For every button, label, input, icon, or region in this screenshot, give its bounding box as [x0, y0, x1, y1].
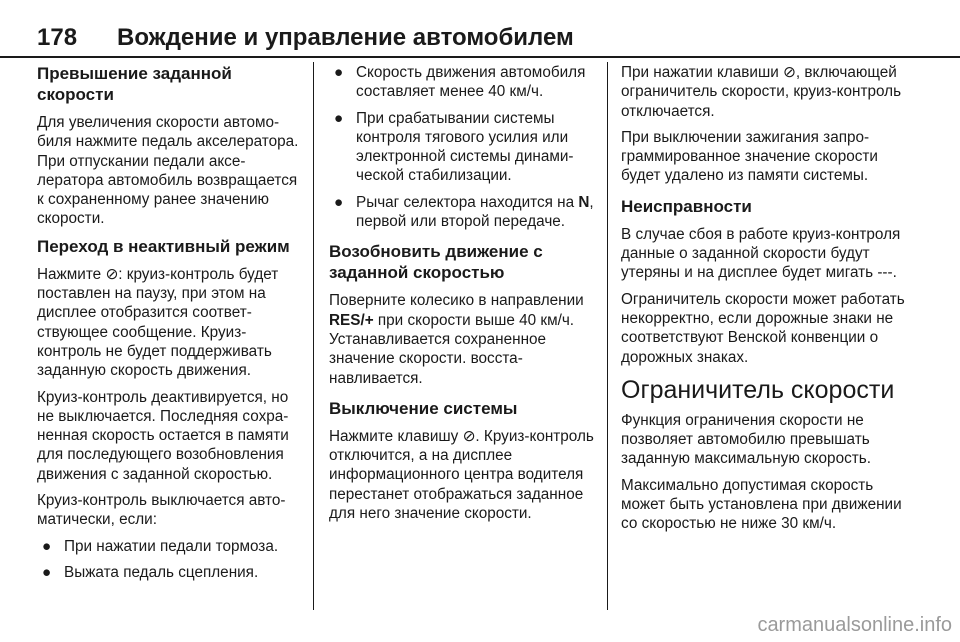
heading-resume: Возобновить движение с заданной скоростью — [329, 242, 543, 283]
paragraph-limiter-max: Максимально допустимая скорость может быть установлена при движении со скоростью не ниже 30 км/ч. — [621, 476, 902, 533]
list-item — [37, 537, 303, 556]
list-item-text: Скорость движения автомобиля составляет менее 40 км/ч. — [356, 64, 586, 101]
heading-system-off: Выключение системы — [329, 398, 518, 418]
heading-inactive-mode: Переход в неактивный режим — [37, 236, 290, 256]
paragraph-system-off — [329, 427, 599, 523]
heading-faults: Неисправности — [621, 196, 752, 216]
list-item-text: Выжата педаль сцепления. — [64, 563, 259, 581]
heading-speed-limiter: Ограничитель скорости — [621, 375, 895, 404]
list-item — [329, 193, 599, 232]
column-2 — [329, 63, 599, 530]
watermark: carmanualsonline.info — [757, 614, 952, 636]
text-resume-rest: при скорости выше 40 км/ч. Устанавливается сохраненное значение скорости. восстанавливается. — [329, 311, 575, 387]
paragraph-press-pause — [37, 265, 303, 381]
text-off: Нажмите клавишу — [329, 427, 459, 445]
speed-limiter-icon: ⊘ — [783, 64, 796, 81]
paragraph-faults: В случае сбоя в работе круиз-контроля данные о заданной скорости будут утеряны и на дисплее будет мигать ---. — [621, 225, 901, 282]
page-number: 178 — [37, 24, 78, 51]
list-item-text: Рычаг селектора находится на — [356, 193, 575, 211]
bullet-icon: ● — [334, 109, 344, 127]
paragraph-deactivated: Круиз-контроль деактивируется, но не выключается. Последняя сохраненная скорость остается в памяти для последующего возобновления движения с заданной скоростью. — [37, 388, 289, 483]
res-plus-label: RES/+ — [329, 311, 374, 329]
bullet-icon: ● — [334, 193, 344, 211]
text-off-rest: . Круиз-контроль отключится, а на дисплее информационного центра водителя перестанет отображаться заданное для него значение скорости. — [329, 427, 594, 523]
paragraph-limiter-key — [621, 63, 911, 121]
text-limiter-rest: , включающей ограничитель скорости, круиз-контроль отключается. — [621, 64, 902, 120]
text-press-rest: : круиз-контроль будет поставлен на паузу, при этом на дисплее отобразится соответствующее сообщение. Круиз-контроль не будет поддерживать заданную скорость движения. — [37, 265, 279, 380]
bullet-icon: ● — [42, 563, 52, 581]
list-item — [329, 109, 599, 186]
paragraph-exceed-speed: Для увеличения скорости автомобиля нажмите педаль акселератора. При отпускании педали акселератора автомобиль возвращается к сохраненному ранее значению скорости. — [37, 114, 299, 228]
paragraph-limiter-function: Функция ограничения скорости не позволяет автомобилю превышать заданную максимальную скорость. — [621, 411, 871, 468]
cruise-pause-icon: ⊘ — [105, 265, 119, 283]
list-item — [37, 563, 303, 582]
gear-n-label: N — [578, 193, 590, 211]
paragraph-resume — [329, 291, 599, 387]
text-limiter: При нажатии клавиши — [621, 64, 779, 81]
list-item-text: При нажатии педали тормоза. — [64, 537, 279, 555]
paragraph-ignition: При выключении зажигания запрограммированное значение скорости будет удалено из памяти системы. — [621, 128, 878, 185]
bullet-icon: ● — [334, 64, 344, 81]
column-1 — [37, 63, 303, 589]
text-resume: Поверните колесико в направлении — [329, 292, 584, 310]
bullet-icon: ● — [42, 537, 52, 555]
column-divider — [313, 62, 314, 610]
header-rule — [0, 56, 960, 58]
paragraph-limiter-incorrect: Ограничитель скорости может работать некорректно, если дорожные знаки не соответствуют Венской конвенции о дорожных знаках. — [621, 290, 905, 366]
heading-exceed-speed: Превышение заданной скорости — [37, 64, 232, 104]
page-heading: Вождение и управление автомобилем — [117, 24, 574, 51]
list-item-text-rest: , первой или второй передаче. — [356, 193, 594, 231]
paragraph-auto-off: Круиз-контроль выключается автоматически, если: — [37, 492, 286, 529]
page-header — [0, 0, 960, 55]
cruise-off-icon: ⊘ — [462, 427, 476, 445]
column-divider — [607, 62, 608, 610]
list-item-text: При срабатывании системы контроля тягового усилия или электронной системы динамической стабилизации. — [356, 109, 574, 185]
text-press: Нажмите — [37, 265, 102, 283]
list-item — [329, 63, 599, 102]
column-3 — [621, 63, 911, 541]
